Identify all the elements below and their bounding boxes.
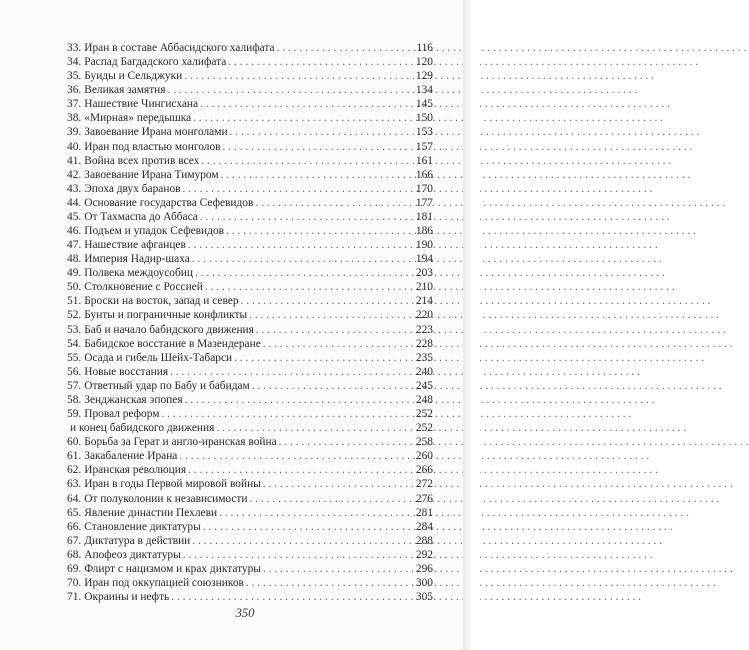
entry-title: Столкновение с Россией <box>84 281 203 294</box>
entry-page-number: 210 <box>415 281 433 294</box>
entry-page-number: 177 <box>415 196 433 209</box>
entry-page-number: 248 <box>415 393 433 406</box>
entry-title: Закабаление Ирана <box>84 450 178 463</box>
entry-title: Великая замятня <box>84 84 166 97</box>
entry-title: Основание государства Сефевидов <box>84 196 254 209</box>
entry-title: Завоевание Ирана монголами <box>84 126 228 139</box>
toc-entry <box>67 393 433 407</box>
entry-title: Эпоха двух баранов <box>84 182 181 195</box>
entry-page-number: 276 <box>415 492 433 505</box>
entry-number: 58. <box>67 393 82 406</box>
entry-title: «Мирная» передышка <box>84 112 192 125</box>
dot-leader <box>261 562 416 576</box>
toc-entry <box>67 111 433 125</box>
toc-entry <box>67 252 433 266</box>
entry-page-number: 292 <box>415 548 433 561</box>
entry-page-number: 300 <box>415 576 433 589</box>
entry-title: и конец бабидского движения <box>70 422 215 435</box>
entry-number: 33. <box>67 42 82 54</box>
entry-number: 47. <box>67 239 82 252</box>
toc-entry <box>67 534 433 548</box>
entry-number: 43. <box>67 182 82 195</box>
toc-entry <box>67 576 433 590</box>
entry-number: 69. <box>67 562 82 575</box>
dot-leader <box>190 534 416 548</box>
dot-leader <box>250 379 416 393</box>
entry-page-number: 203 <box>415 267 433 280</box>
entry-page-number: 228 <box>415 337 433 350</box>
dot-leader <box>203 280 416 294</box>
page-edge <box>463 0 480 650</box>
entry-page-number: 223 <box>415 323 433 336</box>
entry-number: 42. <box>67 168 82 181</box>
toc-entry <box>67 154 433 168</box>
entry-title: Война всех против всех <box>84 154 200 167</box>
entry-number: 56. <box>67 365 82 378</box>
entry-number: 67. <box>67 534 82 547</box>
toc-entry <box>67 492 433 506</box>
entry-number: 40. <box>67 140 82 153</box>
entry-title: Становление диктатуры <box>84 520 201 533</box>
dot-leader <box>193 266 416 280</box>
entry-page-number: 252 <box>415 408 433 421</box>
entry-page-number: 170 <box>415 182 433 195</box>
entry-number: 63. <box>67 478 82 491</box>
entry-title: Провал реформ <box>84 408 160 421</box>
entry-page-number: 181 <box>415 210 433 223</box>
entry-number: 48. <box>67 253 82 266</box>
toc-entry <box>67 435 433 449</box>
entry-title: Иран в годы Первой мировой войны <box>84 478 261 491</box>
entry-title: Империя Надир-шаха <box>84 253 190 266</box>
entry-number: 34. <box>67 56 82 69</box>
dot-leader <box>198 97 416 111</box>
entry-page-number: 266 <box>415 464 433 477</box>
entry-page-number: 145 <box>415 98 433 111</box>
dot-leader <box>183 393 416 407</box>
toc-entry <box>67 351 433 365</box>
entry-page-number: 220 <box>415 309 433 322</box>
toc-entry <box>67 210 433 224</box>
entry-title: Иранская революция <box>84 464 187 477</box>
dot-leader <box>261 477 416 491</box>
entry-title: Нашествие Чингисхана <box>84 98 199 111</box>
dot-leader <box>221 140 416 154</box>
entry-title: Буиды и Сельджуки <box>84 70 183 83</box>
toc-entry <box>67 477 433 491</box>
entry-page-number: 288 <box>415 534 433 547</box>
dot-leader <box>232 351 416 365</box>
entry-page-number: 240 <box>415 365 433 378</box>
entry-title: Ответный удар по Бабу и бабидам <box>84 379 250 392</box>
entry-page-number: 190 <box>415 239 433 252</box>
dot-leader <box>261 337 416 351</box>
toc-entry <box>67 140 433 154</box>
dot-leader <box>277 435 416 449</box>
toc-entry <box>67 238 433 252</box>
entry-number: 62. <box>67 464 82 477</box>
entry-number: 66. <box>67 520 82 533</box>
dot-leader <box>181 182 416 196</box>
entry-number: 51. <box>67 295 82 308</box>
toc-entry <box>67 69 433 83</box>
dot-leader <box>169 590 416 604</box>
entry-title: От Тахмаспа до Аббаса <box>84 210 198 223</box>
entry-page-number: 260 <box>415 450 433 463</box>
entry-number: 52. <box>67 309 82 322</box>
dot-leader <box>214 421 416 435</box>
entry-number: 71. <box>67 591 82 604</box>
entry-page-number: 284 <box>415 520 433 533</box>
toc-entry <box>67 421 433 435</box>
entry-number: 61. <box>67 450 82 463</box>
entry-title: Диктатура в действии <box>84 534 191 547</box>
toc-entry <box>67 41 433 55</box>
entry-title: Иран под оккупацией союзников <box>84 576 244 589</box>
entry-number: 49. <box>67 267 82 280</box>
toc-entry <box>67 379 433 393</box>
entry-page-number: 305 <box>415 591 433 604</box>
entry-number: 36. <box>67 84 82 97</box>
entry-number: 54. <box>67 337 82 350</box>
entry-page-number: 120 <box>415 56 433 69</box>
dot-leader <box>217 506 416 520</box>
toc-entry <box>67 97 433 111</box>
entry-page-number: 214 <box>415 295 433 308</box>
entry-title: Баб и начало бабидского движения <box>84 323 254 336</box>
entry-number: 53. <box>67 323 82 336</box>
entry-number: 55. <box>67 351 82 364</box>
dot-leader <box>201 520 416 534</box>
toc-entry <box>67 506 433 520</box>
dot-leader <box>247 308 416 322</box>
entry-title: Борьба за Герат и англо-иранская война <box>84 436 277 449</box>
entry-page-number: 281 <box>415 506 433 519</box>
entry-page-number: 186 <box>415 225 433 238</box>
entry-title: Явление династии Пехлеви <box>84 506 218 519</box>
entry-number: 35. <box>67 70 82 83</box>
entry-title: Броски на восток, запад и север <box>84 295 239 308</box>
entry-number: 41. <box>67 154 82 167</box>
entry-title: Осада и гибель Шейх-Табарси <box>84 351 233 364</box>
toc-entry <box>67 308 433 322</box>
dot-leader <box>239 294 416 308</box>
dot-leader <box>191 111 416 125</box>
dot-leader <box>181 548 416 562</box>
dot-leader <box>159 407 415 421</box>
toc-entry <box>67 168 433 182</box>
toc-entry <box>67 323 433 337</box>
entry-page-number: 252 <box>415 422 433 435</box>
entry-title: Иран под властью монголов <box>84 140 221 153</box>
entry-number: 59. <box>67 408 82 421</box>
toc-entry <box>67 55 433 69</box>
entry-page-number: 157 <box>415 140 433 153</box>
entry-number: 45. <box>67 210 82 223</box>
entry-title: Полвека междоусобиц <box>84 267 193 280</box>
toc-entry <box>67 224 433 238</box>
toc-entry <box>67 182 433 196</box>
dot-leader <box>168 365 416 379</box>
dot-leader <box>253 196 416 210</box>
dot-leader <box>166 83 416 97</box>
dot-leader <box>186 238 416 252</box>
entry-number: 44. <box>67 196 82 209</box>
dot-leader <box>254 323 416 337</box>
dot-leader <box>198 210 416 224</box>
entry-title: Новые восстания <box>84 365 169 378</box>
dot-leader <box>182 69 416 83</box>
toc-entry <box>67 449 433 463</box>
toc-entry <box>67 365 433 379</box>
entry-page-number: 272 <box>415 478 433 491</box>
entry-page-number: 150 <box>415 112 433 125</box>
entry-page-number: 194 <box>415 253 433 266</box>
entry-page-number: 153 <box>415 126 433 139</box>
toc-entry <box>67 83 433 97</box>
dot-leader <box>226 55 416 69</box>
dot-leader <box>244 576 416 590</box>
table-of-contents <box>67 41 433 604</box>
entry-number: 50. <box>67 281 82 294</box>
entry-page-number: 166 <box>415 168 433 181</box>
toc-entry <box>67 407 433 421</box>
toc-entry <box>67 294 433 308</box>
entry-number: 57. <box>67 379 82 392</box>
entry-title: Бунты и пограничные конфликты <box>84 309 248 322</box>
toc-entry <box>67 520 433 534</box>
entry-number: 65. <box>67 506 82 519</box>
toc-entry <box>67 590 433 604</box>
entry-number: 46. <box>67 225 82 238</box>
dot-leader <box>177 449 416 463</box>
toc-entry <box>67 548 433 562</box>
entry-page-number: 296 <box>415 562 433 575</box>
entry-title: От полуколонии к независимости <box>84 492 248 505</box>
entry-page-number: 129 <box>415 70 433 83</box>
entry-title: Подъем и упадок Сефевидов <box>84 225 225 238</box>
entry-number: 39. <box>67 126 82 139</box>
entry-title: Нашествие афганцев <box>84 239 186 252</box>
entry-title: Апофеоз диктатуры <box>84 548 181 561</box>
entry-title: Бабидское восстание в Мазендеране <box>84 337 261 350</box>
dot-leader <box>275 41 417 55</box>
entry-title: Окраины и нефть <box>84 591 170 604</box>
entry-title: Иран в составе Аббасидского халифата <box>84 42 275 54</box>
entry-title: Флирт с нацизмом и крах диктатуры <box>84 562 261 575</box>
dot-leader <box>186 463 416 477</box>
entry-number: 37. <box>67 98 82 111</box>
entry-number: 38. <box>67 112 82 125</box>
entry-number: 68. <box>67 548 82 561</box>
entry-page-number: 235 <box>415 351 433 364</box>
dot-leader <box>199 154 416 168</box>
entry-title: Зенджанская эпопея <box>84 393 183 406</box>
toc-entry <box>67 337 433 351</box>
entry-page-number: 134 <box>415 84 433 97</box>
dot-leader <box>228 125 416 139</box>
entry-page-number: 258 <box>415 436 433 449</box>
entry-page-number: 116 <box>416 42 433 54</box>
entry-page-number: 245 <box>415 379 433 392</box>
entry-number: 64. <box>67 492 82 505</box>
entry-number: 60. <box>67 436 82 449</box>
toc-entry <box>67 266 433 280</box>
dot-leader <box>224 224 416 238</box>
toc-entry <box>67 280 433 294</box>
entry-title: Завоевание Ирана Тимуром <box>84 168 219 181</box>
toc-entry <box>67 463 433 477</box>
entry-title: Распад Багдадского халифата <box>84 56 227 69</box>
toc-entry <box>67 196 433 210</box>
dot-leader <box>248 492 416 506</box>
entry-page-number: 161 <box>415 154 433 167</box>
dot-leader <box>219 168 416 182</box>
toc-entry <box>67 125 433 139</box>
page-number: 350 <box>235 606 255 620</box>
dot-leader <box>190 252 416 266</box>
toc-entry <box>67 562 433 576</box>
entry-number: 70. <box>67 576 82 589</box>
